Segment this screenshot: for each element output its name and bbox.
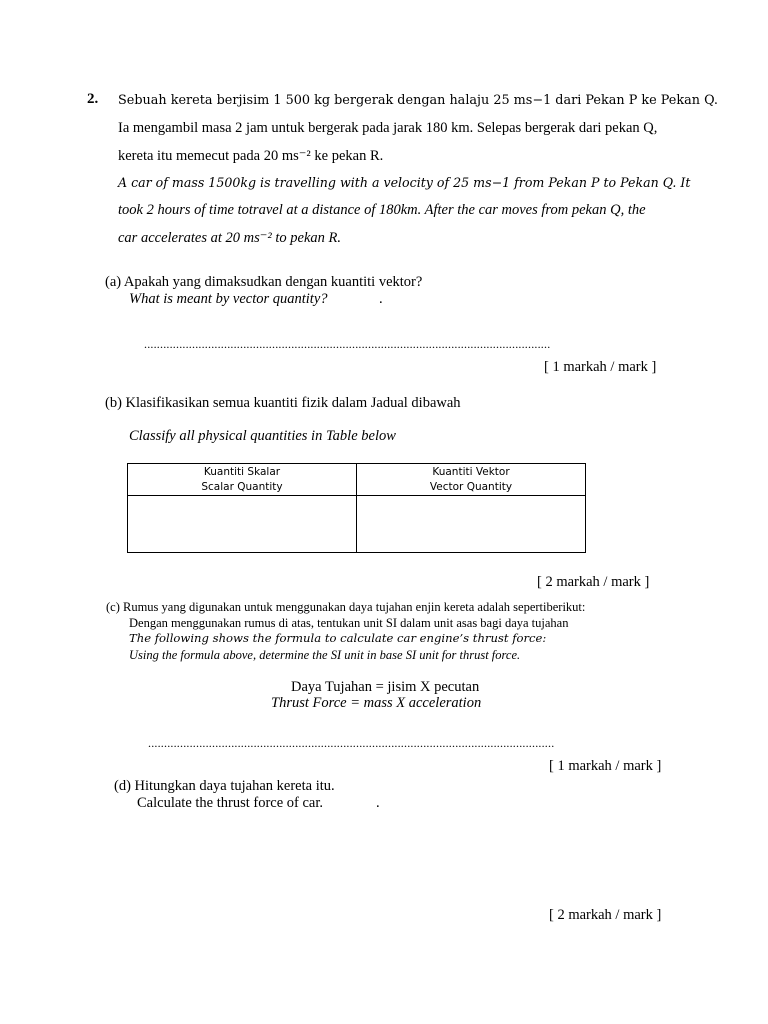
stem-english-line-1: A car of mass 1500kg is travelling with a velocity of 25 ms−1 from Pekan P to Pekan Q. It (118, 175, 691, 190)
scalar-header-malay: Kuantiti Skalar (203, 466, 281, 478)
stem-malay-line-2: Ia mengambil masa 2 jam untuk bergerak pada jarak 180 km. Selepas bergerak dari pekan Q, (118, 120, 658, 136)
part-c-question-english-2: Using the formula above, determine the SI unit in base SI unit for thrust force. (129, 648, 521, 662)
vector-quantity-header (357, 464, 586, 496)
stem-malay-line-3: kereta itu memecut pada 20 ms⁻² ke pekan R. (118, 148, 384, 164)
part-b-marks: [ 2 markah / mark ] (537, 574, 650, 590)
part-c-marks: [ 1 markah / mark ] (549, 758, 662, 774)
stem-english-line-3: car accelerates at 20 ms⁻² to pekan R. (118, 230, 342, 246)
part-d-marks: [ 2 markah / mark ] (549, 907, 662, 923)
part-a-question-malay: (a) Apakah yang dimaksudkan dengan kuantiti vektor? (105, 274, 423, 290)
vector-answer-cell[interactable] (357, 496, 586, 553)
part-c-question-malay-1: (c) Rumus yang digunakan untuk menggunakan daya tujahan enjin kereta adalah sepertiberikut: (106, 600, 586, 614)
part-d-trailing-dot: . (376, 795, 380, 811)
formula-malay: Daya Tujahan = jisim X pecutan (291, 679, 480, 695)
part-d-question-english: Calculate the thrust force of car. (137, 795, 324, 811)
scalar-answer-cell[interactable] (128, 496, 357, 553)
vector-header-english: Vector Quantity (429, 481, 513, 493)
part-c-answer-line[interactable]: ............................................................................................................................... (148, 736, 555, 750)
part-b-question-english: Classify all physical quantities in Table below (129, 428, 396, 444)
scalar-header-english: Scalar Quantity (201, 481, 283, 493)
part-a-answer-line[interactable]: ............................................................................................................................... (144, 337, 551, 351)
stem-english-line-2: took 2 hours of time totravel at a distance of 180km. After the car moves from pekan Q, the (118, 202, 646, 218)
classification-table (127, 463, 586, 553)
scalar-quantity-header (128, 464, 357, 496)
part-a-marks: [ 1 markah / mark ] (544, 359, 657, 375)
question-number: 2. (87, 91, 99, 107)
part-c-question-english-1: The following shows the formula to calculate car engine’s thrust force: (129, 631, 547, 645)
stem-malay-line-1: Sebuah kereta berjisim 1 500 kg bergerak dengan halaju 25 ms−1 dari Pekan P ke Pekan Q. (118, 93, 718, 108)
vector-header-malay: Kuantiti Vektor (432, 466, 510, 478)
part-a-question-english: What is meant by vector quantity? (129, 291, 328, 307)
part-c-question-malay-2: Dengan menggunakan rumus di atas, tentukan unit SI dalam unit asas bagi daya tujahan (129, 616, 569, 630)
part-b-question-malay: (b) Klasifikasikan semua kuantiti fizik dalam Jadual dibawah (105, 395, 461, 411)
part-d-question-malay: (d) Hitungkan daya tujahan kereta itu. (114, 778, 335, 794)
formula-english: Thrust Force = mass X acceleration (271, 695, 482, 711)
part-d-answer-area[interactable] (137, 820, 657, 900)
part-a-trailing-dot: . (379, 291, 383, 307)
